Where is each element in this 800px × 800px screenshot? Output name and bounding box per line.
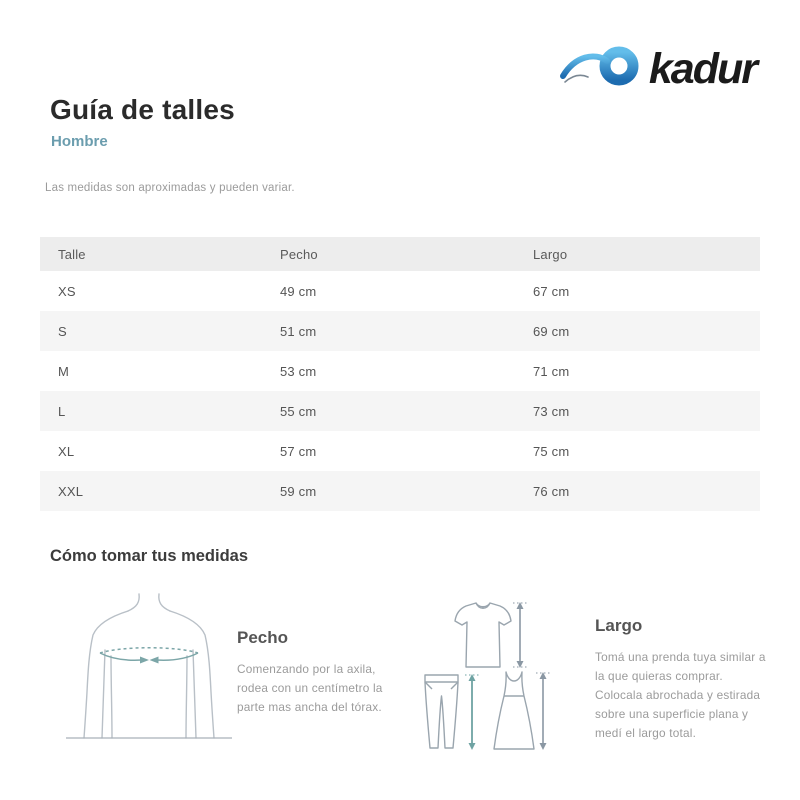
length-value: 75 cm (533, 443, 570, 459)
table-row (40, 271, 760, 311)
torso-illustration (60, 590, 238, 748)
dress-icon (494, 672, 534, 749)
size-label: XS (58, 283, 76, 299)
length-value: 76 cm (533, 483, 570, 499)
length-measure-block (595, 616, 767, 742)
size-label: S (58, 323, 67, 339)
chest-value: 57 cm (280, 443, 317, 459)
table-row (40, 391, 760, 431)
brand-logo (557, 42, 756, 96)
garments-illustration (420, 596, 552, 754)
length-value: 67 cm (533, 283, 570, 299)
chest-measure-description: Comenzando por la axila, rodea con un centímetro la parte mas ancha del tórax. (237, 662, 383, 714)
size-label: M (58, 363, 70, 379)
length-value: 73 cm (533, 403, 570, 419)
chest-measure-title: Pecho (237, 628, 289, 647)
table-row (40, 351, 760, 391)
length-arrow-icon (465, 674, 480, 750)
tshirt-icon (455, 603, 511, 667)
chest-value: 51 cm (280, 323, 317, 339)
length-value: 71 cm (533, 363, 570, 379)
length-arrow-icon (536, 672, 551, 750)
length-measure-description: Tomá una prenda tuya similar a la que quieras comprar. Colocala abrochada y estirada sobre una superficie plana y medí el largo total. (595, 650, 766, 740)
length-arrow-icon (513, 602, 529, 668)
page-title: Guía de talles (50, 94, 235, 125)
how-to-measure-title: Cómo tomar tus medidas (50, 547, 249, 565)
chest-measure-block (237, 628, 407, 717)
brand-name: kadur (648, 44, 756, 93)
size-label: XL (58, 443, 75, 459)
chest-value: 53 cm (280, 363, 317, 379)
column-header-pecho: Pecho (280, 246, 318, 262)
disclaimer-note: Las medidas son aproximadas y pueden variar. (45, 182, 295, 194)
table-header-row (40, 237, 760, 271)
chest-value: 59 cm (280, 483, 317, 499)
pants-icon (425, 675, 458, 748)
size-label: XXL (58, 483, 84, 499)
table-row (40, 431, 760, 471)
table-row (40, 471, 760, 511)
size-label: L (58, 403, 66, 419)
chest-value: 55 cm (280, 403, 317, 419)
length-value: 69 cm (533, 323, 570, 339)
torso-chest-measure-icon (60, 590, 238, 748)
size-table (40, 237, 760, 511)
chest-measure-line (100, 648, 198, 660)
length-measure-title: Largo (595, 616, 643, 635)
chest-value: 49 cm (280, 283, 317, 299)
column-header-talle: Talle (58, 246, 86, 262)
table-row (40, 311, 760, 351)
column-header-largo: Largo (533, 246, 568, 262)
gender-label: Hombre (51, 133, 108, 150)
wave-infinity-icon (557, 42, 643, 96)
